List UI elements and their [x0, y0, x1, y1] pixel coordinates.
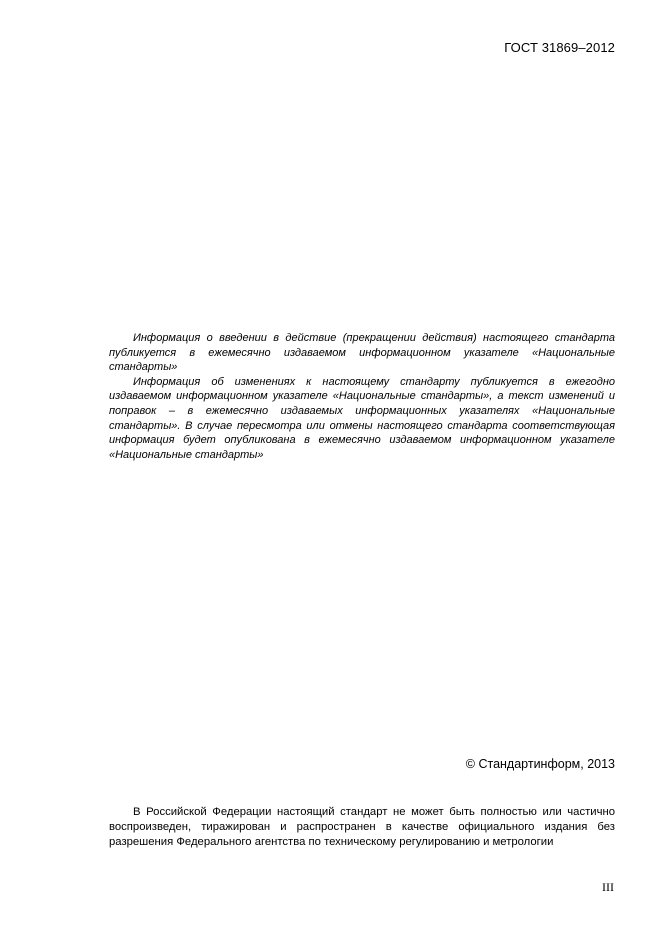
publication-info-block [109, 331, 615, 462]
info-paragraph-amendments: Информация об изменениях к настоящему стандарту публикуется в ежегодно издаваемом информационном указателе «Национальные стандарты», а текст изменений и поправок – в ежемесячно издаваемых информационных указателях «Национальные стандарты». В случае пересмотра или отмены настоящего стандарта соответствующая информация будет опубликована в ежемесячно издаваемом информационном указателе «Национальные стандарты» [109, 375, 615, 461]
restriction-paragraph: В Российской Федерации настоящий стандарт не может быть полностью или частично воспроизведен, тиражирован и распространен в качестве официального издания без разрешения Федерального агентства по техническому регулированию и метрологии [109, 806, 615, 848]
page-number: III [602, 880, 614, 894]
info-paragraph-enactment: Информация о введении в действие (прекращении действия) настоящего стандарта публикуется в ежемесячно издаваемом информационном указателе «Национальные стандарты» [109, 332, 615, 374]
copyright-notice: © Стандартинформ, 2013 [465, 757, 615, 771]
reproduction-restriction-block [109, 805, 615, 850]
standard-code-header: ГОСТ 31869–2012 [504, 40, 615, 55]
